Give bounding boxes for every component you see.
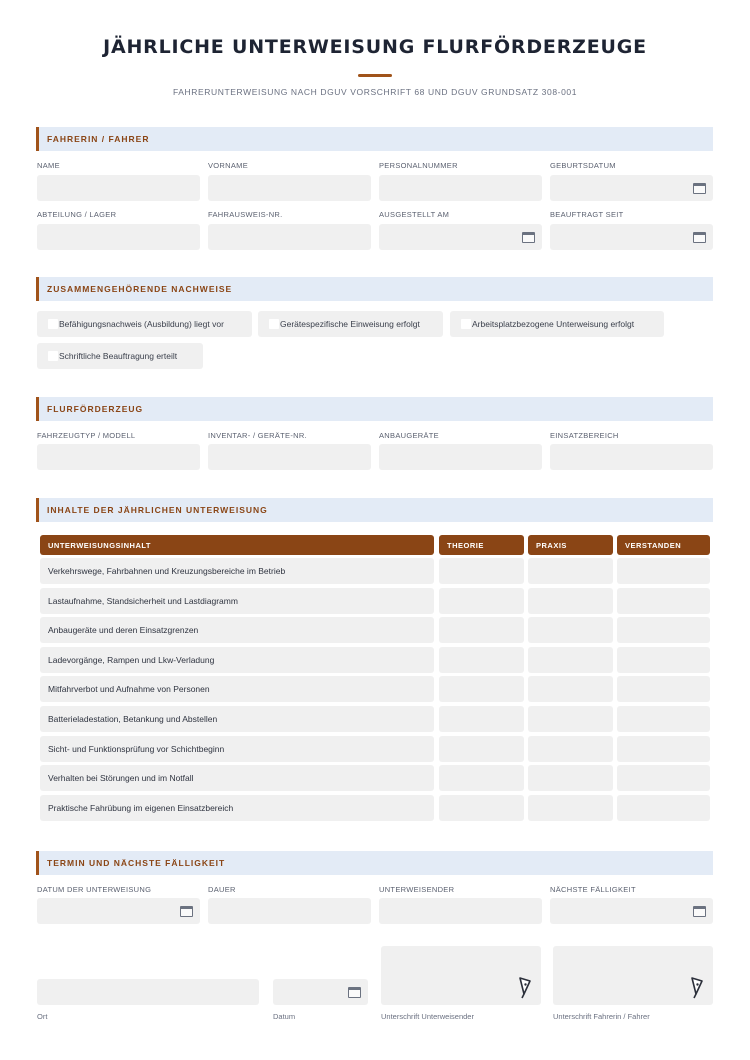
- row-content-cell: [40, 588, 434, 614]
- praxis-cell[interactable]: [528, 647, 613, 673]
- checkbox-label: Arbeitsplatzbezogene Unterweisung erfolgt: [472, 319, 635, 329]
- inventar-field[interactable]: [208, 444, 371, 470]
- title-accent-bar: [358, 74, 392, 77]
- table-row: [40, 647, 710, 673]
- verstanden-cell[interactable]: [617, 676, 710, 702]
- row-content-text: Anbaugeräte und deren Einsatzgrenzen: [48, 625, 199, 636]
- row-content-cell: [40, 706, 434, 732]
- row-content-text: Batterieladestation, Betankung und Abstellen: [48, 714, 218, 724]
- theorie-cell[interactable]: [439, 588, 524, 614]
- theorie-cell[interactable]: [439, 706, 524, 732]
- personalnummer-label: PERSONALNUMMER: [379, 161, 458, 170]
- checkbox-einweisung[interactable]: [258, 311, 443, 337]
- verstanden-cell[interactable]: [617, 795, 710, 821]
- column-header-inhalt: UNTERWEISUNGSINHALT: [40, 535, 434, 555]
- row-content-text: Praktische Fahrübung im eigenen Einsatzbereich: [48, 802, 234, 813]
- vorname-field[interactable]: [208, 175, 371, 201]
- signature-fahrer[interactable]: [553, 946, 713, 1005]
- signature-fahrer-label: Unterschrift Fahrerin / Fahrer: [553, 1012, 650, 1021]
- verstanden-cell[interactable]: [617, 647, 710, 673]
- verstanden-cell[interactable]: [617, 736, 710, 762]
- geburtsdatum-label: GEBURTSDATUM: [550, 161, 616, 170]
- calendar-icon[interactable]: [180, 906, 193, 917]
- unterweisender-label: UNTERWEISENDER: [379, 885, 455, 894]
- anbaugeraete-field[interactable]: [379, 444, 542, 470]
- page-title: JÄHRLICHE UNTERWEISUNG FLURFÖRDERZEUGE: [103, 36, 647, 58]
- praxis-cell[interactable]: [528, 558, 613, 584]
- row-content-text: Ladevorgänge, Rampen und Lkw-Verladung: [48, 654, 215, 665]
- checkbox-box[interactable]: [48, 351, 58, 361]
- calendar-icon[interactable]: [693, 183, 706, 194]
- inventar-label: INVENTAR- / GERÄTE-NR.: [208, 431, 307, 440]
- row-content-cell: [40, 765, 434, 791]
- theorie-cell[interactable]: [439, 617, 524, 643]
- signature-unterweisender-label: Unterschrift Unterweisender: [381, 1012, 474, 1021]
- signature-unterweisender[interactable]: [381, 946, 541, 1005]
- ausgestellt-field[interactable]: [379, 224, 542, 250]
- beauftragt-field[interactable]: [550, 224, 713, 250]
- theorie-cell[interactable]: [439, 647, 524, 673]
- verstanden-cell[interactable]: [617, 765, 710, 791]
- section-vehicle: [36, 397, 713, 421]
- praxis-cell[interactable]: [528, 617, 613, 643]
- abteilung-label: ABTEILUNG / LAGER: [37, 210, 117, 219]
- calendar-icon[interactable]: [522, 232, 535, 243]
- dauer-label: DAUER: [208, 885, 236, 894]
- checkbox-befaehigungsnachweis[interactable]: [37, 311, 252, 337]
- abteilung-field[interactable]: [37, 224, 200, 250]
- praxis-cell[interactable]: [528, 736, 613, 762]
- verstanden-cell[interactable]: [617, 558, 710, 584]
- name-field[interactable]: [37, 175, 200, 201]
- calendar-icon[interactable]: [693, 232, 706, 243]
- section-schedule-heading: TERMIN UND NÄCHSTE FÄLLIGKEIT: [47, 858, 226, 868]
- section-driver-heading: FAHRERIN / FAHRER: [47, 134, 150, 144]
- datum-label: DATUM DER UNTERWEISUNG: [37, 885, 152, 894]
- section-vehicle-heading: FLURFÖRDERZEUG: [47, 404, 144, 414]
- ort-label: Ort: [37, 1012, 48, 1021]
- pen-icon: [517, 977, 531, 999]
- verstanden-cell[interactable]: [617, 588, 710, 614]
- checkbox-box[interactable]: [269, 319, 279, 329]
- faelligkeit-field[interactable]: [550, 898, 713, 924]
- fahrausweis-field[interactable]: [208, 224, 371, 250]
- row-content-text: Verkehrswege, Fahrbahnen und Kreuzungsbereiche im Betrieb: [48, 566, 286, 576]
- column-header-theorie: THEORIE: [439, 535, 524, 555]
- checkbox-beauftragung[interactable]: [37, 343, 203, 369]
- theorie-cell[interactable]: [439, 795, 524, 821]
- row-content-cell: [40, 736, 434, 762]
- datum-signature-label: Datum: [273, 1012, 296, 1021]
- table-row: [40, 736, 710, 762]
- table-row: [40, 795, 710, 821]
- ausgestellt-label: AUSGESTELLT AM: [379, 210, 450, 219]
- theorie-cell[interactable]: [439, 736, 524, 762]
- calendar-icon[interactable]: [693, 906, 706, 917]
- checkbox-unterweisung[interactable]: [450, 311, 664, 337]
- row-content-text: Verhalten bei Störungen und im Notfall: [48, 773, 194, 784]
- table-row: [40, 676, 710, 702]
- praxis-cell[interactable]: [528, 676, 613, 702]
- column-header-praxis: PRAXIS: [528, 535, 613, 555]
- page-subtitle: FAHRERUNTERWEISUNG NACH DGUV VORSCHRIFT 68 UND DGUV GRUNDSATZ 308-001: [172, 87, 578, 97]
- praxis-cell[interactable]: [528, 588, 613, 614]
- fahrausweis-label: FAHRAUSWEIS-NR.: [208, 210, 283, 219]
- praxis-cell[interactable]: [528, 706, 613, 732]
- table-row: [40, 588, 710, 614]
- faelligkeit-label: NÄCHSTE FÄLLIGKEIT: [550, 885, 636, 894]
- section-driver: [36, 127, 713, 151]
- table-row: [40, 706, 710, 732]
- personalnummer-field[interactable]: [379, 175, 542, 201]
- row-content-cell: [40, 795, 434, 821]
- vorname-label: VORNAME: [208, 161, 249, 170]
- geburtsdatum-field[interactable]: [550, 175, 713, 201]
- ort-field[interactable]: [37, 979, 259, 1005]
- checkbox-label: Schriftliche Beauftragung erteilt: [59, 351, 178, 361]
- section-schedule: [36, 851, 713, 875]
- dauer-field[interactable]: [208, 898, 371, 924]
- row-content-text: Mitfahrverbot und Aufnahme von Personen: [48, 684, 210, 695]
- row-content-cell: [40, 558, 434, 584]
- theorie-cell[interactable]: [439, 676, 524, 702]
- anbaugeraete-label: ANBAUGERÄTE: [379, 431, 439, 440]
- checkbox-box[interactable]: [461, 319, 471, 329]
- row-content-cell: [40, 617, 434, 643]
- einsatzbereich-label: EINSATZBEREICH: [550, 431, 619, 440]
- praxis-cell[interactable]: [528, 765, 613, 791]
- table-row: [40, 617, 710, 643]
- verstanden-cell[interactable]: [617, 617, 710, 643]
- table-row: [40, 558, 710, 584]
- theorie-cell[interactable]: [439, 765, 524, 791]
- section-proofs-heading: ZUSAMMENGEHÖRENDE NACHWEISE: [47, 284, 233, 294]
- fahrzeugtyp-label: FAHRZEUGTYP / MODELL: [37, 431, 136, 440]
- section-proofs: [36, 277, 713, 301]
- verstanden-cell[interactable]: [617, 706, 710, 732]
- unterweisender-field[interactable]: [379, 898, 542, 924]
- row-content-cell: [40, 647, 434, 673]
- table-row: [40, 765, 710, 791]
- column-header-verstanden: VERSTANDEN: [617, 535, 710, 555]
- name-label: NAME: [37, 161, 60, 170]
- checkbox-label: Befähigungsnachweis (Ausbildung) liegt vor: [59, 319, 224, 329]
- beauftragt-label: BEAUFTRAGT SEIT: [550, 210, 624, 219]
- section-contents-heading: INHALTE DER JÄHRLICHEN UNTERWEISUNG: [47, 505, 268, 515]
- calendar-icon[interactable]: [348, 987, 361, 998]
- pen-icon: [689, 977, 703, 999]
- checkbox-box[interactable]: [48, 319, 58, 329]
- checkbox-label: Gerätespezifische Einweisung erfolgt: [280, 319, 420, 329]
- row-content-text: Lastaufnahme, Standsicherheit und Lastdiagramm: [48, 595, 238, 606]
- row-content-cell: [40, 676, 434, 702]
- unterschrift-datum-field[interactable]: [273, 979, 368, 1005]
- section-contents: [36, 498, 713, 522]
- fahrzeugtyp-field[interactable]: [37, 444, 200, 470]
- praxis-cell[interactable]: [528, 795, 613, 821]
- datum-field[interactable]: [37, 898, 200, 924]
- einsatzbereich-field[interactable]: [550, 444, 713, 470]
- theorie-cell[interactable]: [439, 558, 524, 584]
- row-content-text: Sicht- und Funktionsprüfung vor Schichtbeginn: [48, 743, 225, 754]
